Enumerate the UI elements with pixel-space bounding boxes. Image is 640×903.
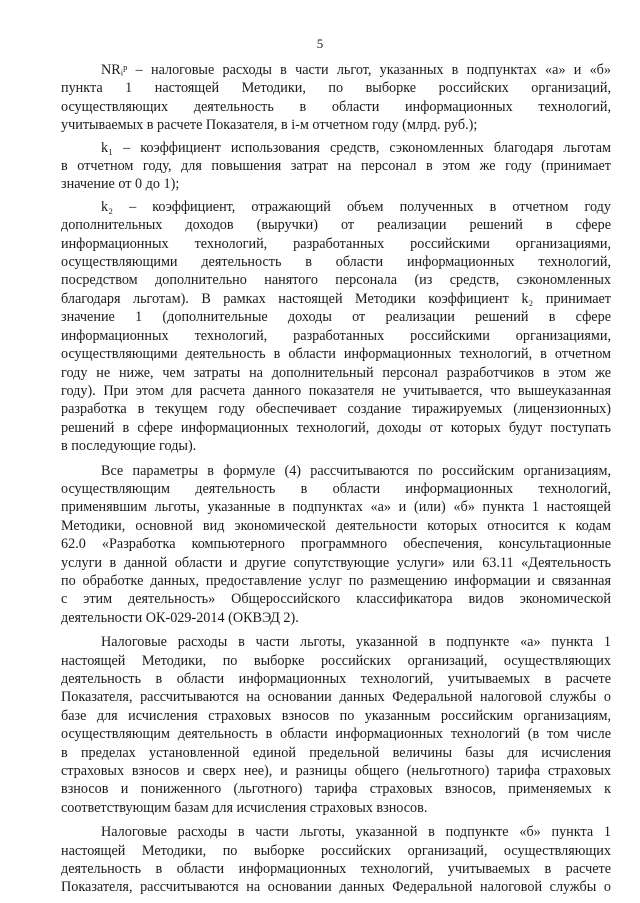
- paragraph-k2-definition: [61, 198, 611, 456]
- document-body: [61, 61, 611, 897]
- text-line: Показателя, рассчитываются на основании данных Федеральной налоговой службы о: [61, 689, 611, 706]
- text-line: взносов и пониженного (льготного) тарифа страховых взносов, применяемых к: [61, 781, 611, 798]
- text-line: информационных технологий, разработанных российскими организациями,: [61, 327, 611, 344]
- paragraph-tax-expenditure-b: [61, 823, 611, 897]
- text-line: значение от 0 до 1);: [61, 176, 180, 193]
- text-line: NRᵢᵖ – налоговые расходы в части льгот, указанных в подпунктах «а» и «б»: [101, 62, 611, 78]
- text-line: в пределах установленной единой предельной величины базы для исчисления: [61, 744, 611, 761]
- text-line: Налоговые расходы в части льготы, указанной в подпункте «б» пункта 1: [101, 824, 611, 841]
- text-line: осуществляющих деятельность в области информационных технологий,: [61, 98, 611, 115]
- text-line: k₁ – коэффициент использования средств, сэкономленных благодаря льготам: [101, 139, 611, 156]
- text-line: соответствующим базам для исчисления страховых взносов.: [61, 799, 428, 816]
- text-line: в последующие годы).: [61, 438, 197, 455]
- text-line: 62.0 «Разработка компьютерного программного обеспечения, консультационные: [61, 536, 611, 553]
- text-line: году не ниже, чем затраты на дополнительный персонал разработчиков в этом же: [61, 364, 611, 381]
- text-line: учитываемых в расчете Показателя, в i-м отчетном году (млрд. руб.);: [61, 117, 478, 134]
- text-line: значение 1 (дополнительные доходы от реализации решений в сфере: [61, 309, 611, 326]
- text-line: дополнительных доходов (выручки) от реализации решений в сфере: [61, 217, 611, 234]
- text-line: k₂ – коэффициент, отражающий объем полученных в отчетном году: [101, 198, 611, 215]
- text-line: осуществляющим деятельность в области информационных технологий,: [61, 480, 611, 497]
- text-line: информационных технологий, разработанных российскими организациями,: [61, 235, 611, 252]
- text-line: решений в сфере информационных технологий, доходы от которых будут поступать: [61, 419, 611, 436]
- text-line: в отчетном году, для повышения затрат на персонал в этом же году (принимает: [61, 158, 611, 175]
- text-line: деятельности ОК-029-2014 (ОКВЭД 2).: [61, 609, 299, 626]
- page-number: 5: [316, 36, 324, 51]
- text-line: по обработке данных, предоставление услуг по размещению информации и связанная: [61, 572, 611, 589]
- text-line: Все параметры в формуле (4) рассчитываются по российским организациям,: [101, 462, 611, 479]
- paragraph-parameters: [61, 462, 611, 628]
- paragraph-nr-definition: [61, 61, 611, 135]
- text-line: применявшим льготы, указанные в подпунктах «а» и (или) «б» пункта 1 настоящей: [61, 499, 611, 516]
- text-line: услуги в данной области и другие сопутствующие услуги» или 63.11 «Деятельность: [61, 554, 611, 571]
- text-line: деятельность в области информационных технологий, учитываемых в расчете: [61, 671, 611, 687]
- text-line: году). При этом для расчета данного показателя не учитывается, что вышеуказанная: [61, 382, 611, 399]
- text-line: настоящей Методики, по выборке российских организаций, осуществляющих: [61, 842, 611, 859]
- text-line: разработка в текущем году обеспечивает создание тиражируемых (лицензионных): [61, 401, 611, 418]
- text-line: осуществляющими деятельность в области информационных технологий, в отчетном: [61, 346, 611, 363]
- text-line: Показателя, рассчитываются на основании данных Федеральной налоговой службы о: [61, 879, 611, 896]
- text-line: с этим деятельность» Общероссийского классификатора видов экономической: [61, 591, 611, 608]
- paragraph-k1-definition: [61, 139, 611, 194]
- text-line: Налоговые расходы в части льготы, указанной в подпункте «а» пункта 1: [101, 634, 611, 651]
- text-line: осуществляющим деятельность в области информационных технологий (в том числе: [61, 726, 611, 743]
- text-line: базе для исчисления страховых взносов по указанным российским организациям,: [61, 707, 611, 724]
- text-line: осуществляющими деятельность в области информационных технологий,: [61, 254, 611, 271]
- text-line: страховых взносов и сверх нее), и разницы общего (нельготного) тарифа страховых: [61, 763, 611, 780]
- text-line: посредством дополнительно нанятого персонала (из средств, сэкономленных: [61, 272, 611, 289]
- text-line: благодаря льготам). В рамках настоящей Методики коэффициент k₂ принимает: [61, 290, 611, 307]
- text-line: Методики, основной вид экономической деятельности которых относится к кодам: [61, 517, 611, 534]
- paragraph-tax-expenditure-a: [61, 633, 611, 817]
- text-line: деятельность в области информационных технологий, учитываемых в расчете: [61, 861, 611, 878]
- text-line: пункта 1 настоящей Методики, по выборке российских организаций,: [61, 80, 611, 97]
- text-line: настоящей Методики, по выборке российских организаций, осуществляющих: [61, 652, 611, 669]
